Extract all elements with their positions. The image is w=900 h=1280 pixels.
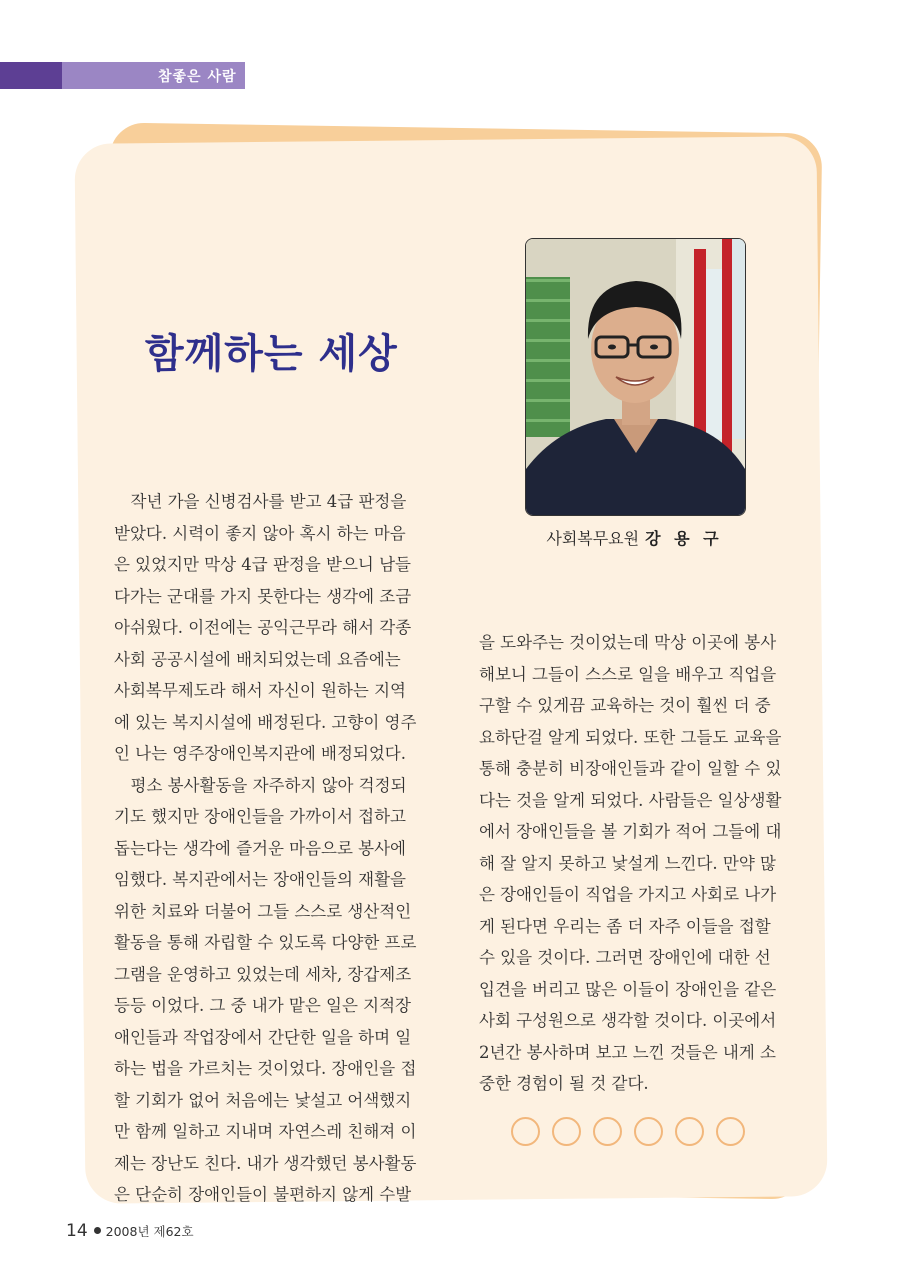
text-line: 만 함께 일하고 지내며 자연스레 친해져 이 [114, 1122, 417, 1141]
text-line: 2년간 봉사하며 보고 느낀 것들은 내게 소 [479, 1042, 776, 1062]
text-line: 게 된다면 우리는 좀 더 자주 이들을 접할 [479, 916, 771, 936]
text-line: 그램을 운영하고 있었는데 세차, 장갑제조 [114, 964, 412, 984]
text-line: 입견을 버리고 많은 이들이 장애인을 같은 [479, 979, 777, 999]
text-line: 받았다. 시력이 좋지 않아 혹시 하는 마음 [114, 523, 406, 543]
portrait-photo [525, 238, 746, 516]
article-title: 함께하는 세상 [145, 330, 398, 377]
text-line: 활동을 통해 자립할 수 있도록 다양한 프로 [114, 933, 417, 952]
text-line: 평소 봉사활동을 자주하지 않아 걱정되 [114, 775, 407, 795]
text-line: 통해 충분히 비장애인들과 같이 일할 수 있 [479, 759, 782, 778]
bullet-icon [94, 1227, 101, 1234]
section-header [0, 62, 245, 89]
caption-name: 강 용 구 [645, 529, 723, 548]
text-line: 돕는다는 생각에 즐거운 마음으로 봉사에 [114, 838, 406, 858]
text-line: 요하단걸 알게 되었다. 또한 그들도 교육을 [479, 727, 782, 747]
portrait-illustration [526, 239, 745, 515]
page-number: 14 [66, 1221, 88, 1241]
text-line: 인 나는 영주장애인복지관에 배정되었다. [114, 744, 406, 763]
text-line: 사회 공공시설에 배치되었는데 요즘에는 [114, 649, 401, 669]
text-line: 아쉬웠다. 이전에는 공익근무라 해서 각종 [114, 618, 412, 637]
text-line: 등등 이었다. 그 중 내가 맡은 일은 지적장 [114, 996, 411, 1015]
text-line: 다가는 군대를 가지 못한다는 생각에 조금 [114, 586, 412, 606]
text-line: 구할 수 있게끔 교육하는 것이 훨씬 더 중 [479, 696, 771, 715]
text-line: 수 있을 것이다. 그러면 장애인에 대한 선 [479, 948, 771, 967]
text-line: 은 장애인들이 직업을 가지고 사회로 나가 [479, 885, 777, 904]
text-line: 해 잘 알지 못하고 낯설게 느낀다. 만약 많 [479, 853, 776, 873]
text-line: 에서 장애인들을 볼 기회가 적어 그들에 대 [479, 822, 782, 841]
text-line: 할 기회가 없어 처음에는 낯설고 어색했지 [114, 1090, 412, 1110]
text-line: 하는 법을 가르치는 것이었다. 장애인을 접 [114, 1059, 417, 1078]
section-header-accent [0, 62, 62, 89]
article-column-right [479, 627, 795, 1100]
circle-ornament-icon [675, 1117, 704, 1146]
text-line: 사회복무제도라 해서 자신이 원하는 지역 [114, 681, 406, 700]
text-line: 에 있는 복지시설에 배정된다. 고향이 영주 [114, 712, 417, 732]
circle-ornament-icon [511, 1117, 540, 1146]
page-footer [66, 1221, 194, 1241]
circle-ornament-icon [593, 1117, 622, 1146]
text-line: 은 있었지만 막상 4급 판정을 받으니 남들 [114, 555, 411, 574]
text-line: 기도 했지만 장애인들을 가까이서 접하고 [114, 807, 406, 826]
text-line: 제는 장난도 친다. 내가 생각했던 봉사활동 [114, 1153, 417, 1173]
text-line: 작년 가을 신병검사를 받고 4급 판정을 [114, 492, 407, 511]
text-line: 중한 경험이 될 것 같다. [479, 1074, 649, 1093]
text-line: 을 도와주는 것이었는데 막상 이곳에 봉사 [479, 633, 777, 652]
caption-role: 사회복무요원 [546, 529, 640, 548]
issue-label: 2008년 제62호 [105, 1224, 194, 1239]
text-line: 위한 치료와 더불어 그들 스스로 생산적인 [114, 901, 412, 921]
decorative-circles [511, 1117, 751, 1147]
circle-ornament-icon [634, 1117, 663, 1146]
photo-caption [525, 526, 744, 549]
article-column-left [114, 486, 442, 1211]
text-line: 해보니 그들이 스스로 일을 배우고 직업을 [479, 664, 777, 684]
circle-ornament-icon [552, 1117, 581, 1146]
section-label: 참좋은 사람 [158, 69, 237, 85]
text-line: 임했다. 복지관에서는 장애인들의 재활을 [114, 870, 406, 889]
text-line: 사회 구성원으로 생각할 것이다. 이곳에서 [479, 1011, 777, 1030]
text-line: 애인들과 작업장에서 간단한 일을 하며 일 [114, 1027, 412, 1047]
text-line: 은 단순히 장애인들이 불편하지 않게 수발 [114, 1185, 412, 1204]
circle-ornament-icon [716, 1117, 745, 1146]
text-line: 다는 것을 알게 되었다. 사람들은 일상생활 [479, 790, 782, 810]
